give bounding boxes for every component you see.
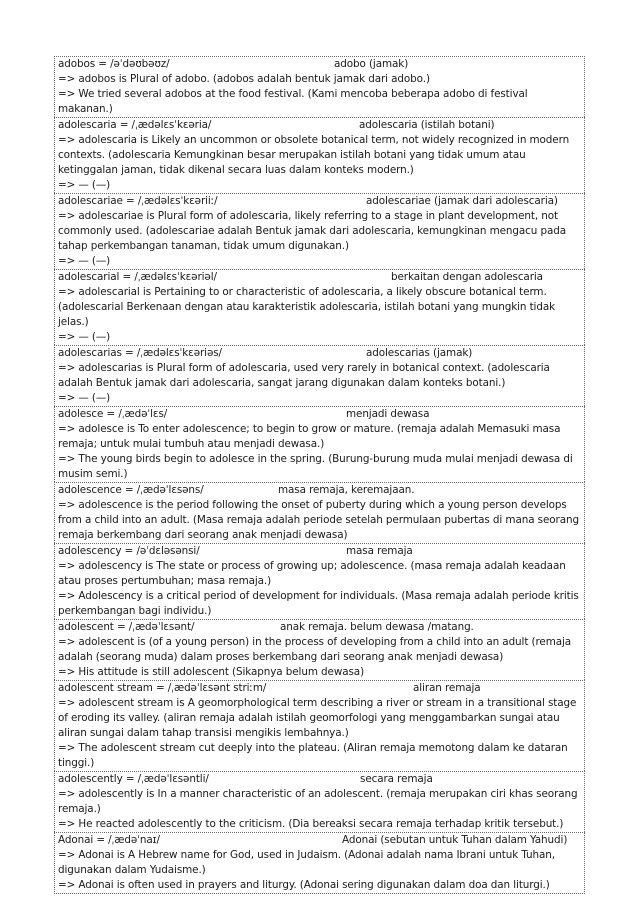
example-line: => — (—) [58, 331, 111, 343]
dictionary-entry [54, 832, 585, 894]
dictionary-entry [54, 406, 585, 482]
translation: Adonai (sebutan untuk Tuhan dalam Yahudi) [342, 834, 568, 846]
translation: adolescariae (jamak dari adolescaria) [366, 195, 558, 207]
headword: adolescarial = /ˌædəlɛsˈkɛəriəl/ [58, 271, 217, 283]
dictionary-entry [54, 543, 585, 619]
headword: adolescarias = /ˌædəlɛsˈkɛəriəs/ [58, 347, 222, 359]
translation: menjadi dewasa [346, 408, 430, 420]
translation: berkaitan dengan adolescaria [391, 271, 543, 283]
example-line: => We tried several adobos at the food festival. (Kami mencoba beberapa adobo di festival makanan.) [58, 88, 528, 115]
definition-line: => adolescent is (of a young person) in the process of developing from a child into an adult (remaja adalah (seorang muda) dalam proses berkembang dari seorang anak menjadi dewasa) [58, 636, 572, 663]
entry-header [58, 544, 582, 559]
translation: masa remaja [346, 545, 413, 557]
entry-header [58, 270, 582, 285]
dictionary-page [54, 56, 585, 894]
definition-line: => adolesce is To enter adolescence; to begin to grow or mature. (remaja adalah Memasuki masa remaja; untuk mulai tumbuh atau menjadi dewasa.) [58, 423, 561, 450]
definition-line: => adolescaria is Likely an uncommon or obsolete botanical term, not widely recognized in modern contexts. (adolescaria Kemungkinan besar merupakan istilah botani yang tidak umum atau ketinggalan jaman, tidak dikenal secara luas dalam konteks modern.) [58, 134, 570, 176]
example-line: => Adolescency is a critical period of development for individuals. (Masa remaja adalah periode kritis perkembangan bagi individu.) [58, 590, 579, 617]
entry-header [58, 833, 582, 848]
dictionary-entry [54, 117, 585, 193]
entry-header [58, 57, 582, 72]
entry-header [58, 194, 582, 209]
example-line: => His attitude is still adolescent (Sikapnya belum dewasa) [58, 666, 365, 678]
example-line: => — (—) [58, 255, 111, 267]
dictionary-entry [54, 345, 585, 406]
definition-line: => adolescariae is Plural form of adolescaria, likely referring to a stage in plant development, not commonly used. (adolescariae adalah Bentuk jamak dari adolescaria, kemungkinan mengacu pada tahap perkembangan tanaman, tidak umum digunakan.) [58, 210, 566, 252]
definition-line: => Adonai is A Hebrew name for God, used in Judaism. (Adonai adalah nama Ibrani untuk Tuhan, digunakan dalam Yudaisme.) [58, 849, 555, 876]
headword: adolescently = /ˌædəˈlɛsəntli/ [58, 773, 209, 785]
example-line: => — (—) [58, 179, 111, 191]
translation: aliran remaja [413, 682, 481, 694]
example-line: => He reacted adolescently to the criticism. (Dia bereaksi secara remaja terhadap kritik tersebut.) [58, 818, 564, 830]
entry-header [58, 346, 582, 361]
entry-header [58, 407, 582, 422]
dictionary-entry [54, 771, 585, 832]
definition-line: => adolescarial is Pertaining to or characteristic of adolescaria, a likely obscure botanical term. (adolescarial Berkenaan dengan atau karakteristik adolescaria, istilah botani yang mungkin tidak jelas.) [58, 286, 556, 328]
definition-line: => adolescence is the period following the onset of puberty during which a young person develops from a child into an adult. (Masa remaja adalah periode setelah permulaan pubertas di mana seorang remaja berkembang dari seorang anak menjadi dewasa) [58, 499, 579, 541]
example-line: => The young birds begin to adolesce in the spring. (Burung-burung muda mulai menjadi dewasa di musim semi.) [58, 453, 573, 480]
headword: adolescence = /ˌædəˈlɛsəns/ [58, 484, 204, 496]
dictionary-entry [54, 619, 585, 680]
dictionary-entry [54, 269, 585, 345]
headword: adolescaria = /ˌædəlɛsˈkɛəria/ [58, 119, 212, 131]
dictionary-entry [54, 680, 585, 771]
dictionary-entry [54, 56, 585, 117]
headword: adolescariae = /ˌædəlɛsˈkɛəriiː/ [58, 195, 218, 207]
headword: adolesce = /ˌædəˈlɛs/ [58, 408, 168, 420]
translation: masa remaja, keremajaan. [278, 484, 415, 496]
dictionary-entry [54, 482, 585, 543]
translation: adobo (jamak) [334, 58, 409, 70]
headword: Adonai = /ˌædəˈnaɪ/ [58, 834, 160, 846]
entry-header [58, 483, 582, 498]
headword: adobos = /əˈdəʊbəʊz/ [58, 58, 170, 70]
definition-line: => adobos is Plural of adobo. (adobos adalah bentuk jamak dari adobo.) [58, 73, 430, 85]
dictionary-entry [54, 193, 585, 269]
example-line: => — (—) [58, 392, 111, 404]
entry-header [58, 118, 582, 133]
translation: adolescaria (istilah botani) [359, 119, 495, 131]
entry-header [58, 772, 582, 787]
headword: adolescent = /ˌædəˈlɛsənt/ [58, 621, 195, 633]
translation: adolescarias (jamak) [366, 347, 473, 359]
translation: secara remaja [360, 773, 433, 785]
example-line: => Adonai is often used in prayers and liturgy. (Adonai sering digunakan dalam doa dan liturgi.) [58, 879, 550, 891]
definition-line: => adolescency is The state or process of growing up; adolescence. (masa remaja adalah keadaan atau proses pertumbuhan; masa remaja.) [58, 560, 566, 587]
definition-line: => adolescently is In a manner characteristic of an adolescent. (remaja merupakan ciri khas seorang remaja.) [58, 788, 578, 815]
headword: adolescency = /əˈdɛləsənsi/ [58, 545, 200, 557]
definition-line: => adolescarias is Plural form of adolescaria, used very rarely in botanical context. (adolescaria adalah Bentuk jamak dari adolescaria, sangat jarang digunakan dalam konteks botani.) [58, 362, 550, 389]
definition-line: => adolescent stream is A geomorphological term describing a river or stream in a transitional stage of eroding its valley. (aliran remaja adalah istilah geomorfologi yang menggambarkan sungai atau aliran sungai dalam tahap transisi mengikis lembahnya.) [58, 697, 577, 739]
entry-header [58, 620, 582, 635]
headword: adolescent stream = /ˌædəˈlɛsənt striːm/ [58, 682, 267, 694]
translation: anak remaja. belum dewasa /matang. [280, 621, 474, 633]
example-line: => The adolescent stream cut deeply into the plateau. (Aliran remaja memotong dalam ke dataran tinggi.) [58, 742, 568, 769]
entry-header [58, 681, 582, 696]
